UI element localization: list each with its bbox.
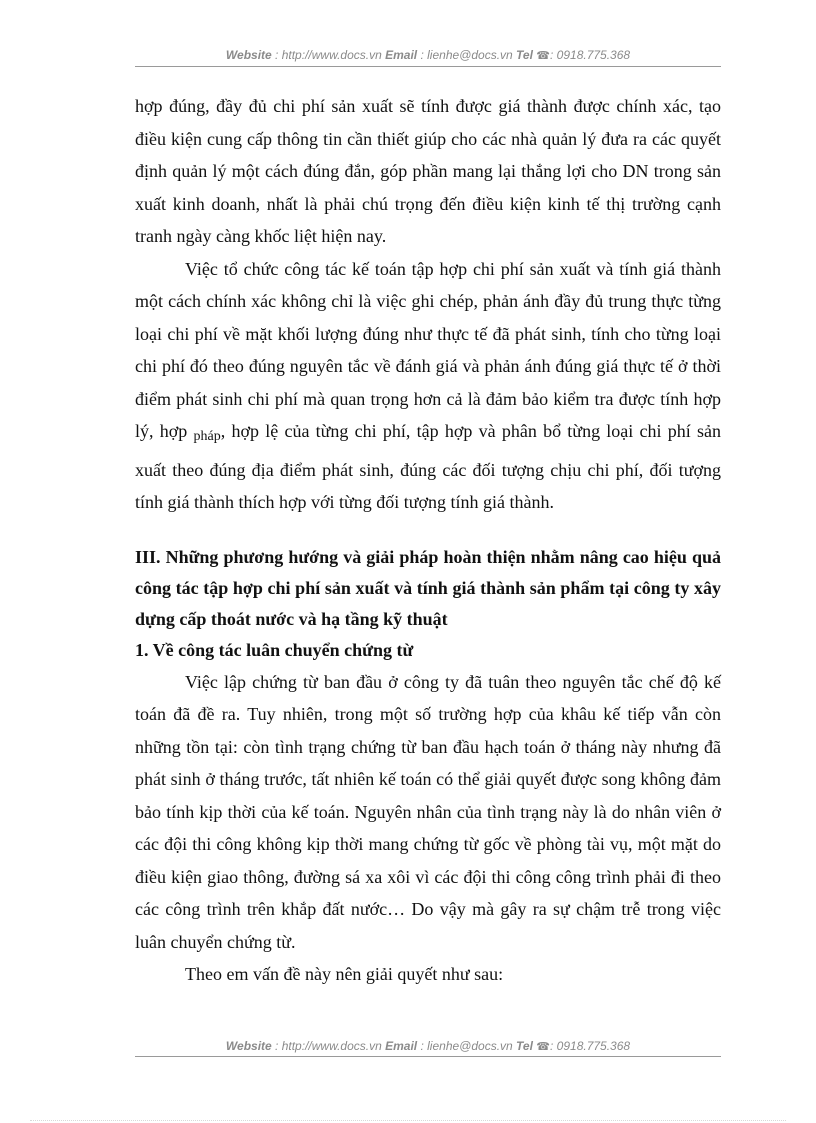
subsection-heading: 1. Về công tác luân chuyển chứng từ	[135, 639, 414, 660]
page-edge-divider	[30, 1120, 786, 1121]
header-website-value: : http://www.docs.vn	[275, 48, 382, 62]
paragraph-1: hợp đúng, đầy đủ chi phí sản xuất sẽ tính được giá thành được chính xác, tạo điều kiện cung cấp thông tin cần thiết giúp cho các nhà quản lý đưa ra các quyết định quản lý một cách đúng đắn, góp phần mang lại thắng lợi cho DN trong sản xuất kinh doanh, nhất là phải chú trọng đến điều kiện kinh tế thị trường cạnh tranh ngày càng khốc liệt hiện nay.	[135, 96, 721, 246]
footer-tel-label: Tel	[516, 1039, 533, 1053]
header-email-label: Email	[385, 48, 418, 62]
paragraph-4: Theo em vấn đề này nên giải quyết như sau:	[185, 964, 504, 984]
section-heading: III. Những phương hướng và giải pháp hoàn thiện nhằm nâng cao hiệu quả công tác tập hợp chi phí sản xuất và tính giá thành sản phẩm tại công ty xây dựng cấp thoát nước và hạ tầng kỹ thuật	[135, 546, 721, 629]
phone-icon: ☎	[536, 50, 550, 62]
footer-rule	[135, 1056, 721, 1057]
footer-tel-value: : 0918.775.368	[550, 1039, 631, 1053]
page-header	[135, 47, 721, 64]
header-tel-label: Tel	[516, 48, 533, 62]
header-email-value: : lienhe@docs.vn	[420, 48, 513, 62]
footer-email-value: : lienhe@docs.vn	[420, 1039, 513, 1053]
paragraph-2	[135, 253, 721, 519]
page-footer	[135, 1038, 721, 1055]
paragraph-3: Việc lập chứng từ ban đầu ở công ty đã tuân theo nguyên tắc chế độ kế toán đã đề ra. Tuy nhiên, trong một số trường hợp của khâu kế tiếp vẫn còn những tồn tại: còn tình trạng chứng từ ban đầu hạch toán ở tháng này nhưng đã phát sinh ở tháng trước, tất nhiên kế toán có thể giải quyết được song không đảm bảo tính kịp thời của kế toán. Nguyên nhân của tình trạng này là do nhân viên ở các đội thi công không kịp thời mang chứng từ gốc về phòng tài vụ, một mặt do điều kiện giao thông, đường sá xa xôi vì các đội thi công công trình phải đi theo các công trình trên khắp đất nước… Do vậy mà gây ra sự chậm trễ trong việc luân chuyển chứng từ.	[135, 671, 721, 952]
header-website-label: Website	[225, 48, 272, 62]
paragraph-2-text-a: Việc tổ chức công tác kế toán tập hợp chi phí sản xuất và tính giá thành một cách chính xác không chỉ là việc ghi chép, phản ánh đầy đủ trung thực từng loại chi phí về mặt khối lượng đúng như thực tế đã phát sinh, tính cho từng loại chi phí đó theo đúng nguyên tắc về đánh giá và phản ánh đúng giá thực tế ở thời điểm phát sinh chi phí mà quan trọng hơn cả là đảm bảo kiểm tra được tính hợp lý, hợp	[135, 258, 721, 441]
header-tel-value: : 0918.775.368	[550, 48, 631, 62]
header-rule	[135, 66, 721, 67]
paragraph-2-text-b: , hợp lệ của từng chi phí, tập hợp và phân bổ từng loại chi phí sản xuất theo đúng địa điểm phát sinh, đúng các đối tượng chịu chi phí, đối tượng tính giá thành thích hợp với từng đối tượng tính giá thành.	[135, 421, 721, 512]
phone-icon: ☎	[536, 1041, 550, 1053]
footer-website-label: Website	[225, 1039, 272, 1053]
document-body	[135, 90, 721, 991]
paragraph-2-small-word: pháp	[193, 429, 221, 444]
footer-website-value: : http://www.docs.vn	[275, 1039, 382, 1053]
footer-email-label: Email	[385, 1039, 418, 1053]
